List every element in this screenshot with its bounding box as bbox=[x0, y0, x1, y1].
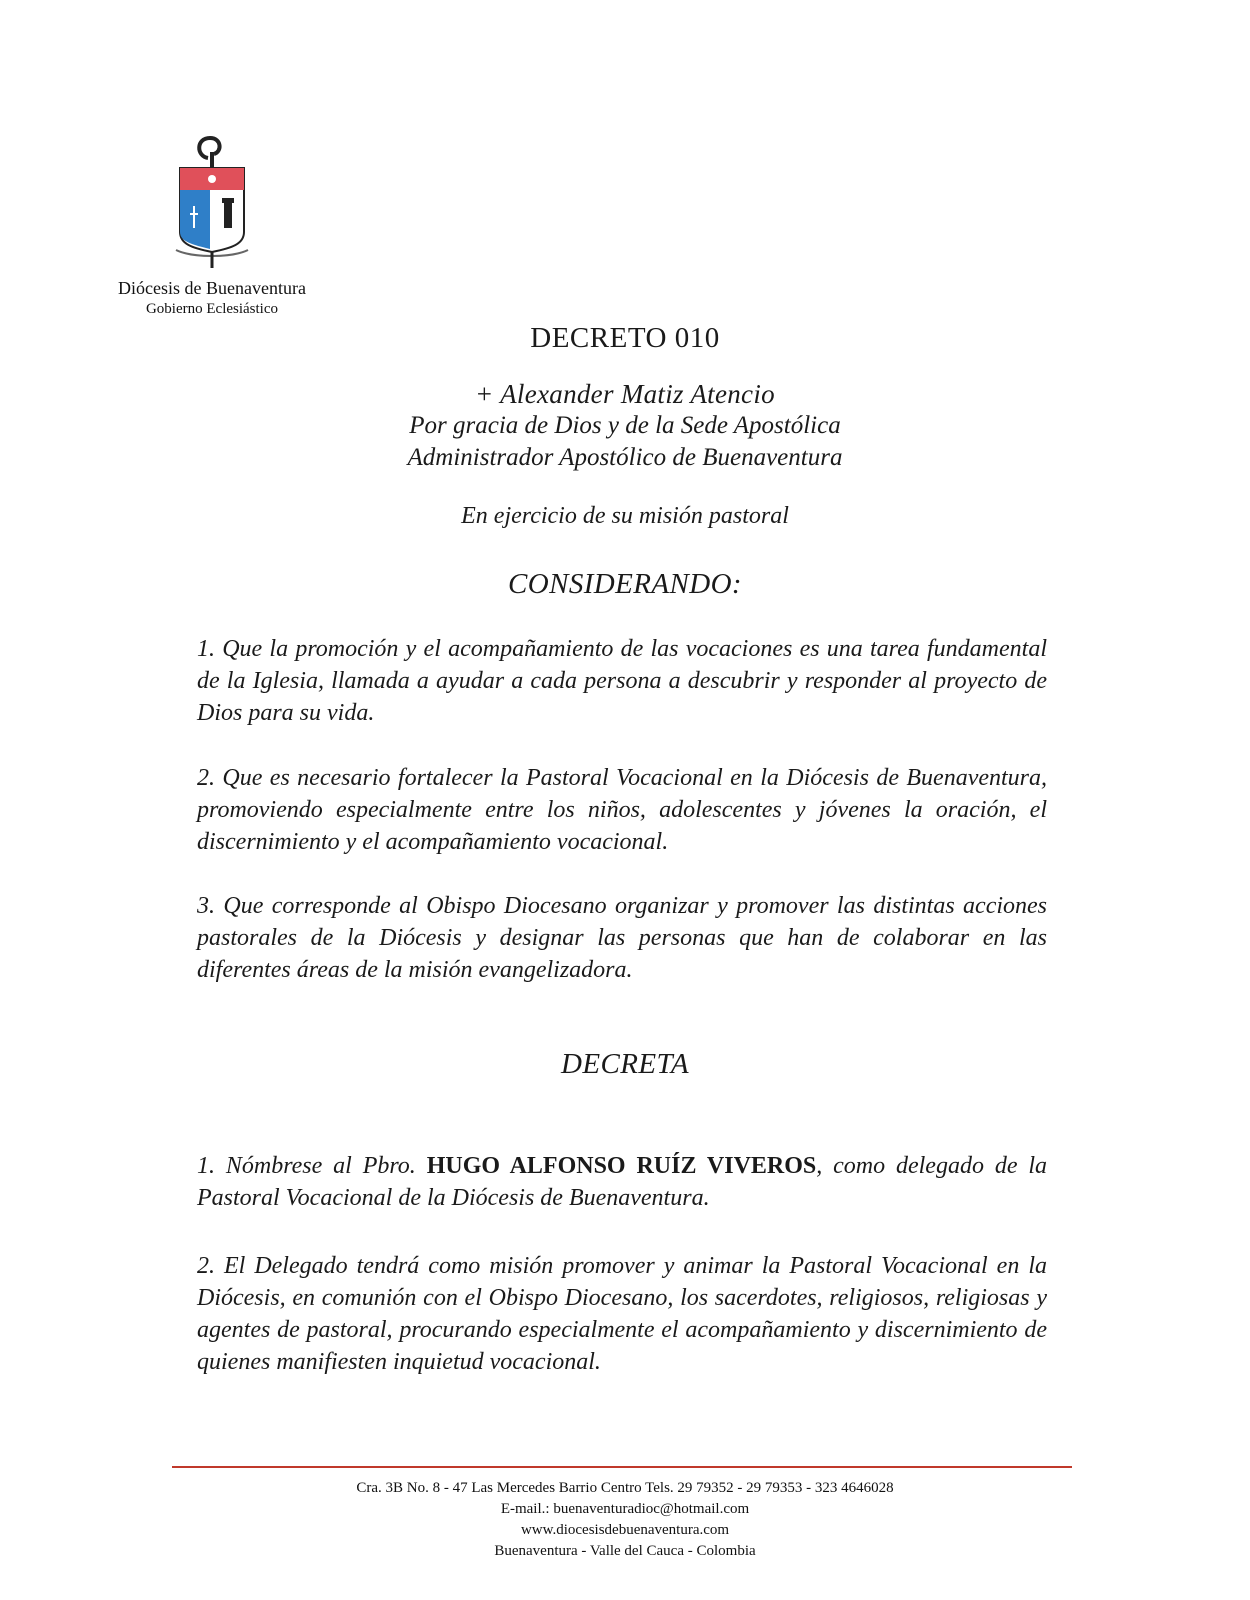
considerando-item: 2. Que es necesario fortalecer la Pastoral Vocacional en la Diócesis de Buenaventura, promoviendo especialmente entre los niños, adolescentes y jóvenes la oración, el discernimiento y el acompañamiento vocacional. bbox=[197, 765, 1047, 855]
footer-location: Buenaventura - Valle del Cauca - Colombia bbox=[494, 1543, 756, 1559]
decreta-item-1 bbox=[197, 1150, 1047, 1214]
footer-divider bbox=[172, 1466, 1072, 1468]
mission-line: En ejercicio de su misión pastoral bbox=[461, 503, 789, 529]
footer-address: Cra. 3B No. 8 - 47 Las Mercedes Barrio Centro Tels. 29 79352 - 29 79353 - 323 4646028 bbox=[356, 1480, 894, 1496]
appointee-name: HUGO ALFONSO RUÍZ VIVEROS bbox=[426, 1153, 817, 1179]
bishop-office-line: Administrador Apostólico de Buenaventura bbox=[407, 444, 843, 471]
footer-email: E-mail.: buenaventuradioc@hotmail.com bbox=[500, 1501, 750, 1517]
considerando-item: 1. Que la promoción y el acompañamiento de las vocaciones es una tarea fundamental de la Iglesia, llamada a ayudar a cada persona a descubrir y responder al proyecto de Dios para su vida. bbox=[197, 636, 1047, 726]
letterhead bbox=[92, 132, 332, 318]
decreta-heading: DECRETA bbox=[561, 1048, 689, 1080]
bishop-title-line: Por gracia de Dios y de la Sede Apostólica bbox=[409, 412, 841, 439]
bishop-name: + Alexander Matiz Atencio bbox=[475, 379, 775, 409]
decreta-item-2: 2. El Delegado tendrá como misión promover y animar la Pastoral Vocacional en la Diócesis, en comunión con el Obispo Diocesano, los sacerdotes, religiosos, religiosas y agentes de pastoral, procurando especialmente el acompañamiento y discernimiento de quienes manifiesten inquietud vocacional. bbox=[197, 1253, 1047, 1375]
diocese-name: Diócesis de Buenaventura bbox=[118, 278, 306, 298]
considerando-item: 3. Que corresponde al Obispo Diocesano organizar y promover las distintas acciones pastorales de la Diócesis y designar las personas que han de colaborar en las diferentes áreas de la misión evangelizadora. bbox=[197, 893, 1047, 983]
footer-website: www.diocesisdebuenaventura.com bbox=[520, 1522, 730, 1538]
coat-of-arms-icon bbox=[172, 132, 252, 272]
decree-title: DECRETO 010 bbox=[530, 322, 720, 354]
decreta-item-1-prefix: 1. Nómbrese al Pbro. bbox=[197, 1153, 427, 1179]
bishop-block bbox=[0, 378, 1250, 474]
footer bbox=[0, 1478, 1250, 1562]
diocese-subtitle: Gobierno Eclesiástico bbox=[145, 301, 279, 317]
decreta-item-1-suffix: , como delegado de la Pastoral Vocacional de la Diócesis de Buenaventura. bbox=[197, 1153, 1048, 1211]
considerando-heading: CONSIDERANDO: bbox=[508, 568, 742, 600]
